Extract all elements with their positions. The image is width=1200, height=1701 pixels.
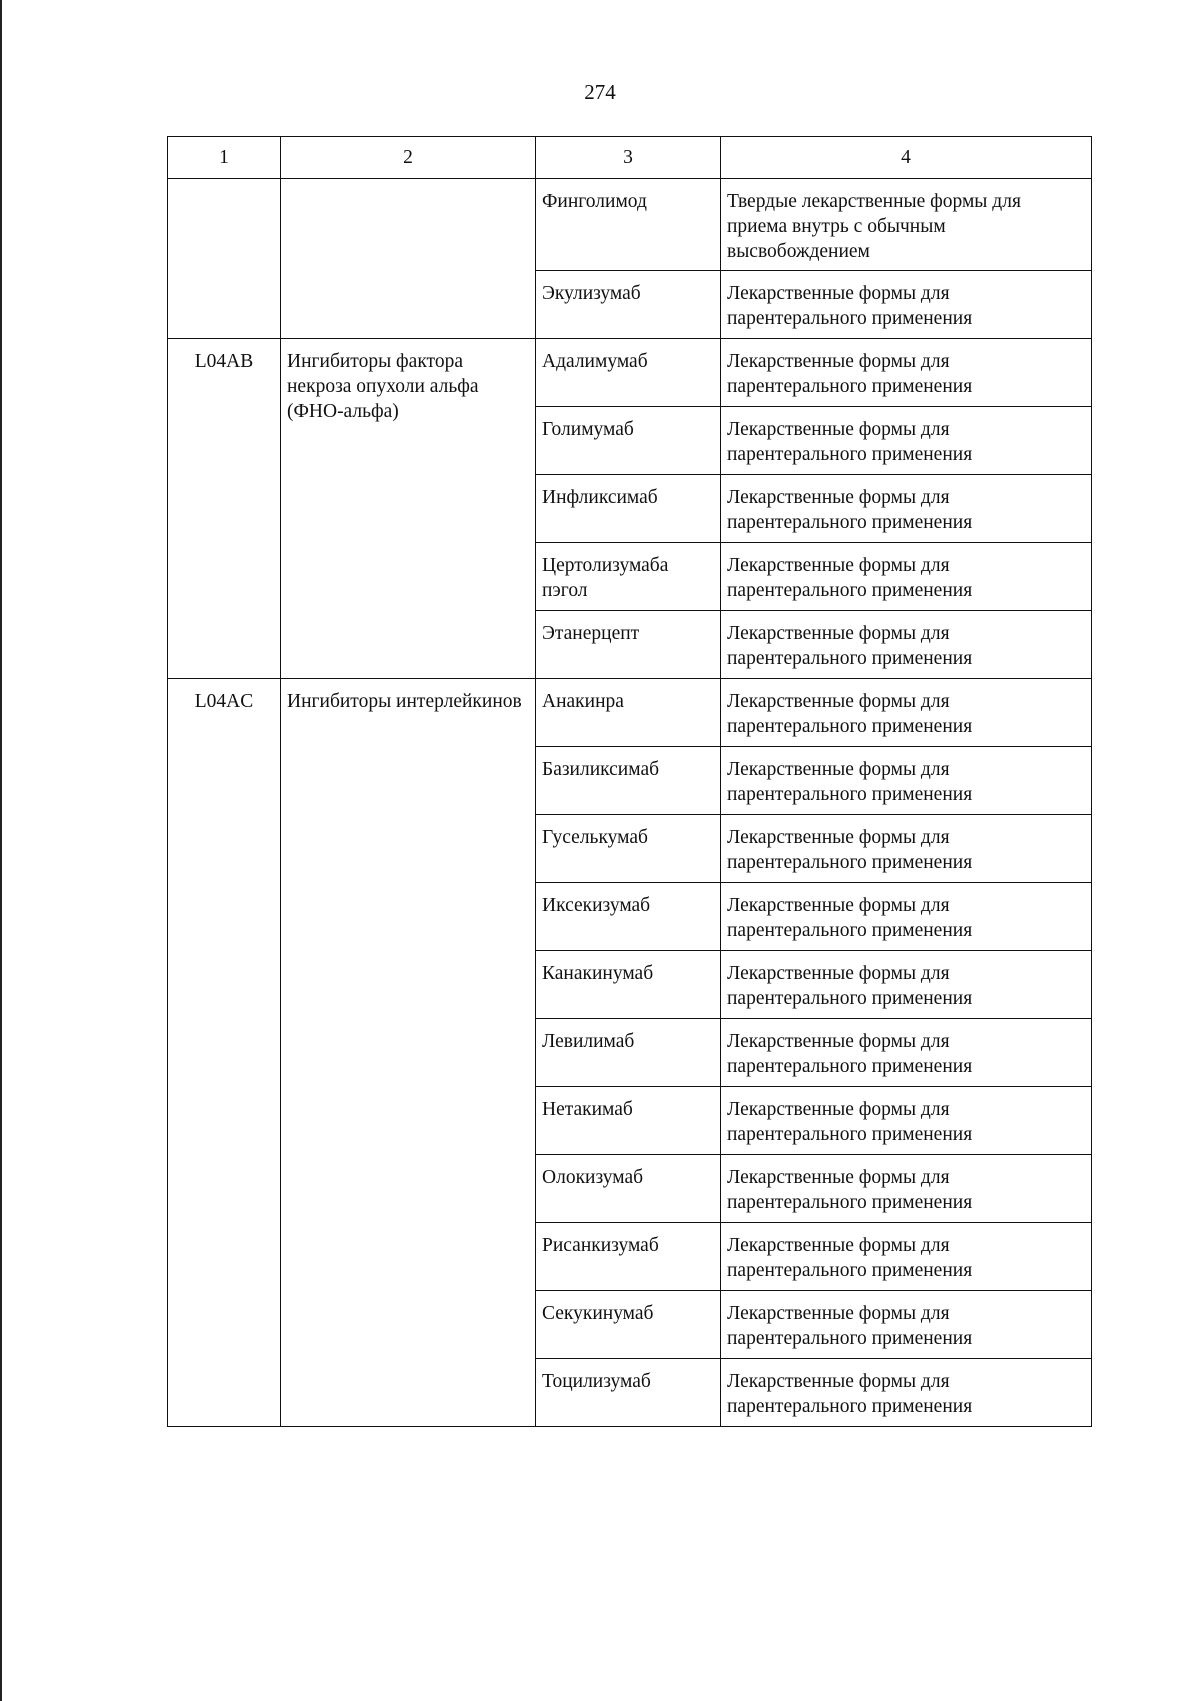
drug-name-cell: Секукинумаб (536, 1291, 721, 1359)
dosage-form-cell: Лекарственные формы для парентерального применения (721, 1291, 1092, 1359)
table-row (168, 679, 1092, 747)
atc-code-cell: L04AB (168, 339, 281, 679)
drug-name-cell: Экулизумаб (536, 271, 721, 339)
drug-name-cell: Нетакимаб (536, 1087, 721, 1155)
dosage-form-cell: Лекарственные формы для парентерального применения (721, 611, 1092, 679)
table-row (168, 179, 1092, 271)
dosage-form-cell: Лекарственные формы для парентерального применения (721, 1019, 1092, 1087)
drug-name-cell: Иксекизумаб (536, 883, 721, 951)
dosage-form-cell: Лекарственные формы для парентерального применения (721, 1087, 1092, 1155)
dosage-form-cell: Лекарственные формы для парентерального применения (721, 271, 1092, 339)
drug-name-cell: Инфликсимаб (536, 475, 721, 543)
group-name-cell: Ингибиторы фактора некроза опухоли альфа (ФНО-альфа) (281, 339, 536, 679)
scan-edge (0, 0, 2, 1701)
atc-code-cell: L04AC (168, 679, 281, 1427)
drug-name-cell: Цертолизумаба пэгол (536, 543, 721, 611)
dosage-form-cell: Лекарственные формы для парентерального применения (721, 679, 1092, 747)
dosage-form-cell: Лекарственные формы для парентерального применения (721, 1155, 1092, 1223)
dosage-form-cell: Лекарственные формы для парентерального применения (721, 339, 1092, 407)
dosage-form-cell: Лекарственные формы для парентерального применения (721, 407, 1092, 475)
atc-code-cell (168, 179, 281, 339)
group-name-cell: Ингибиторы интерлейкинов (281, 679, 536, 1427)
drug-name-cell: Тоцилизумаб (536, 1359, 721, 1427)
drug-name-cell: Рисанкизумаб (536, 1223, 721, 1291)
column-header: 1 (168, 137, 281, 179)
drug-name-cell: Голимумаб (536, 407, 721, 475)
dosage-form-cell: Лекарственные формы для парентерального применения (721, 815, 1092, 883)
dosage-form-cell: Лекарственные формы для парентерального применения (721, 543, 1092, 611)
drug-name-cell: Базиликсимаб (536, 747, 721, 815)
dosage-form-cell: Лекарственные формы для парентерального применения (721, 1223, 1092, 1291)
drug-name-cell: Левилимаб (536, 1019, 721, 1087)
drug-name-cell: Анакинра (536, 679, 721, 747)
drug-name-cell: Олокизумаб (536, 1155, 721, 1223)
column-header: 4 (721, 137, 1092, 179)
drug-name-cell: Гуселькумаб (536, 815, 721, 883)
drug-table (167, 136, 1092, 1427)
drug-name-cell: Финголимод (536, 179, 721, 271)
drug-name-cell: Этанерцепт (536, 611, 721, 679)
column-header: 3 (536, 137, 721, 179)
drug-table-body (168, 137, 1092, 1427)
column-header: 2 (281, 137, 536, 179)
dosage-form-cell: Лекарственные формы для парентерального применения (721, 475, 1092, 543)
dosage-form-cell: Лекарственные формы для парентерального применения (721, 883, 1092, 951)
page-number: 274 (584, 80, 616, 104)
drug-name-cell: Адалимумаб (536, 339, 721, 407)
group-name-cell (281, 179, 536, 339)
dosage-form-cell: Лекарственные формы для парентерального применения (721, 747, 1092, 815)
table-header-row (168, 137, 1092, 179)
table-row (168, 339, 1092, 407)
drug-name-cell: Канакинумаб (536, 951, 721, 1019)
dosage-form-cell: Лекарственные формы для парентерального применения (721, 951, 1092, 1019)
dosage-form-cell: Лекарственные формы для парентерального применения (721, 1359, 1092, 1427)
dosage-form-cell: Твердые лекарственные формы для приема внутрь с обычным высвобождением (721, 179, 1092, 271)
